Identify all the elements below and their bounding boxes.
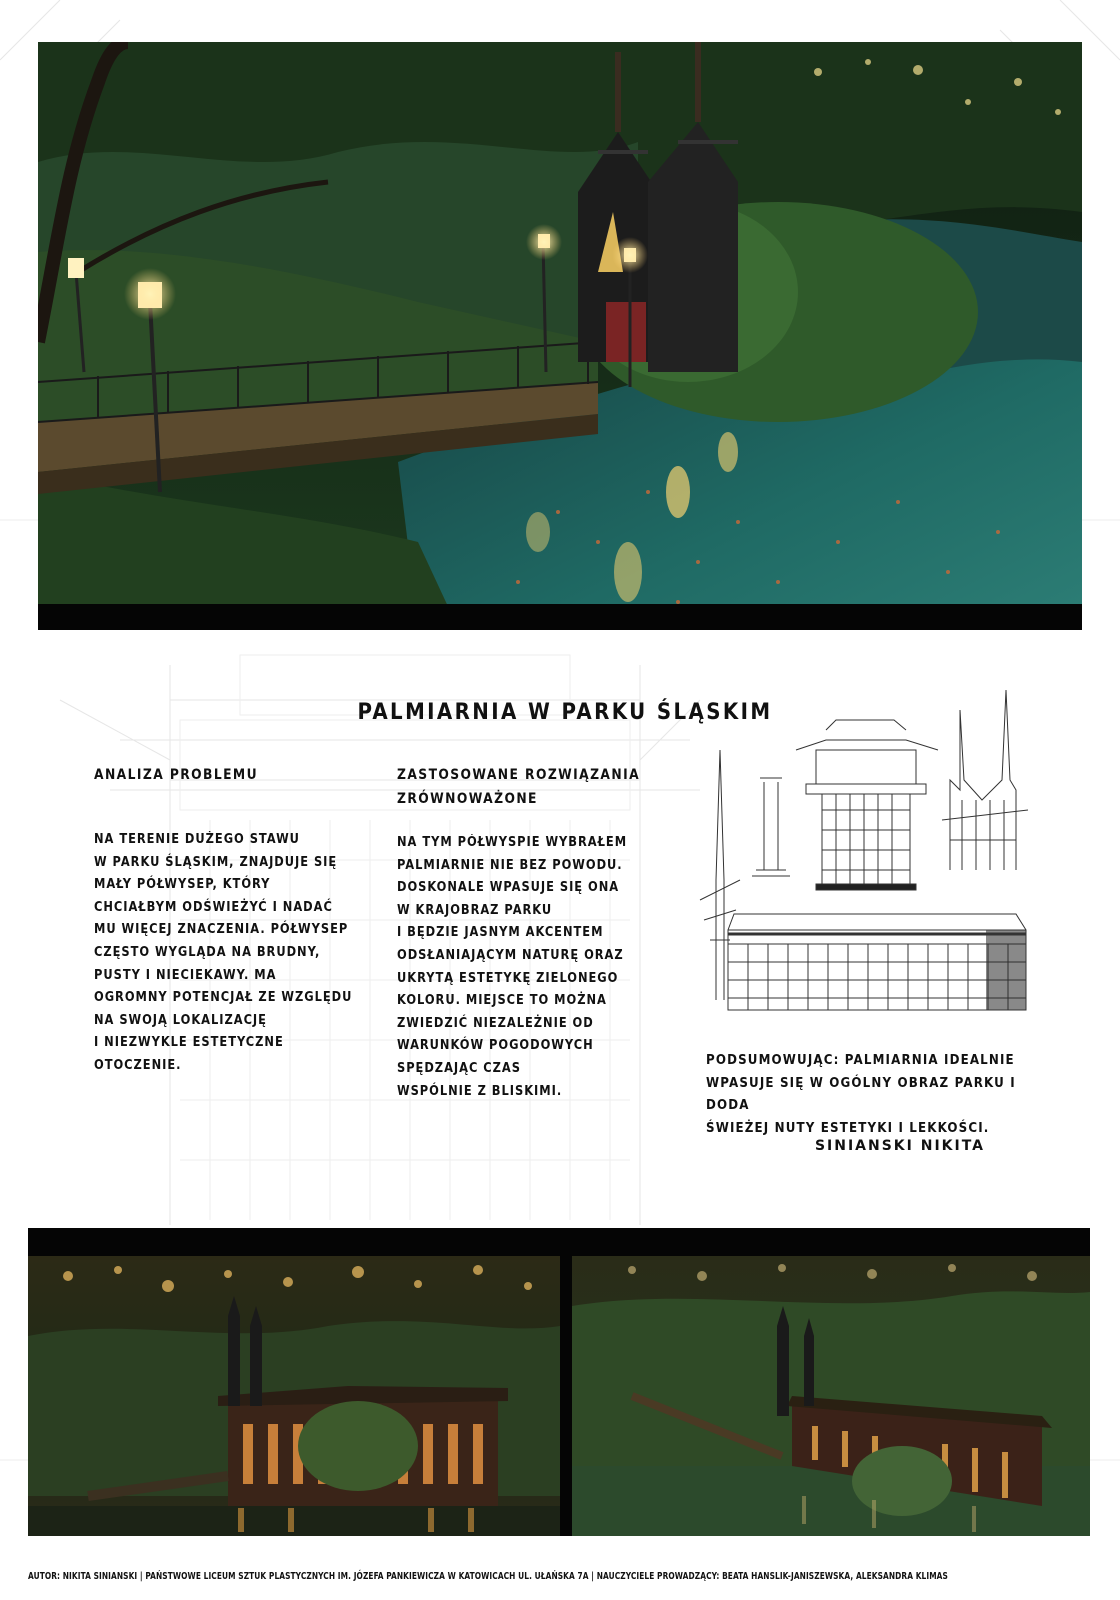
render-side-illustration	[572, 1256, 1090, 1536]
analysis-text: NA TERENIE DUŻEGO STAWU W PARKU ŚLĄSKIM, ZNAJDUJE SIĘ MAŁY PÓŁWYSEP, KTÓRY CHCIAŁBYM ODŚWIEŻYĆ I NADAĆ MU WIĘCEJ ZNACZENIA. PÓŁWYSEP CZĘSTO WYGLĄDA NA BRUDNY, PUSTY I NIECIEKAWY. MA OGROMNY POTENCJAŁ ZE WZGLĘDU NA SWOJĄ LOKALIZACJĘ I NIEZWYKLE ESTETYCZNE OTOCZENIE.	[94, 832, 353, 1073]
hero-render-illustration	[38, 42, 1082, 628]
hero-caption-bar	[38, 604, 1082, 630]
author-signature: SINIANSKI NIKITA	[814, 1138, 986, 1154]
poster-title: PALMIARNIA W PARKU ŚLĄSKIM	[357, 700, 773, 725]
solutions-heading: ZASTOSOWANE ROZWIĄZANIA ZRÓWNOWAŻONE	[397, 767, 641, 807]
render-front-illustration	[28, 1256, 560, 1536]
render-side-view	[572, 1256, 1090, 1536]
wireframe-elevations-drawing	[686, 690, 1046, 1030]
solutions-text: NA TYM PÓŁWYSPIE WYBRAŁEM PALMIARNIE NIE BEZ POWODU. DOSKONALE WPASUJE SIĘ ONA W KRAJOBRAZ PARKU I BĘDZIE JASNYM AKCENTEM ODSŁANIAJĄCYM NATURĘ ORAZ UKRYTĄ ESTETYKĘ ZIELONEGO KOLORU. MIEJSCE TO MOŻNA ZWIEDZIĆ NIEZALEŻNIE OD WARUNKÓW POGODOWYCH SPĘDZAJĄC CZAS WSPÓLNIE Z BLISKIMI.	[397, 835, 628, 1099]
summary-text: PODSUMOWUJĄC: PALMIARNIA IDEALNIE WPASUJE SIĘ W OGÓLNY OBRAZ PARKU I DODA ŚWIEŻEJ NUTY ESTETYKI I LEKKOŚCI.	[706, 1052, 1016, 1136]
bottom-renders	[28, 1228, 1090, 1536]
analysis-heading: ANALIZA PROBLEMU	[94, 767, 259, 783]
credits-footer: AUTOR: NIKITA SINIANSKI | PAŃSTWOWE LICEUM SZTUK PLASTYCZNYCH IM. JÓZEFA PANKIEWICZA W KATOWICACH UL. UŁAŃSKA 7A | NAUCZYCIELE PROWADZĄCY: BEATA HANSLIK-JANISZEWSKA, ALEKSANDRA KLIMAS	[28, 1571, 948, 1582]
render-front-view	[28, 1256, 560, 1536]
hero-render	[38, 42, 1082, 630]
